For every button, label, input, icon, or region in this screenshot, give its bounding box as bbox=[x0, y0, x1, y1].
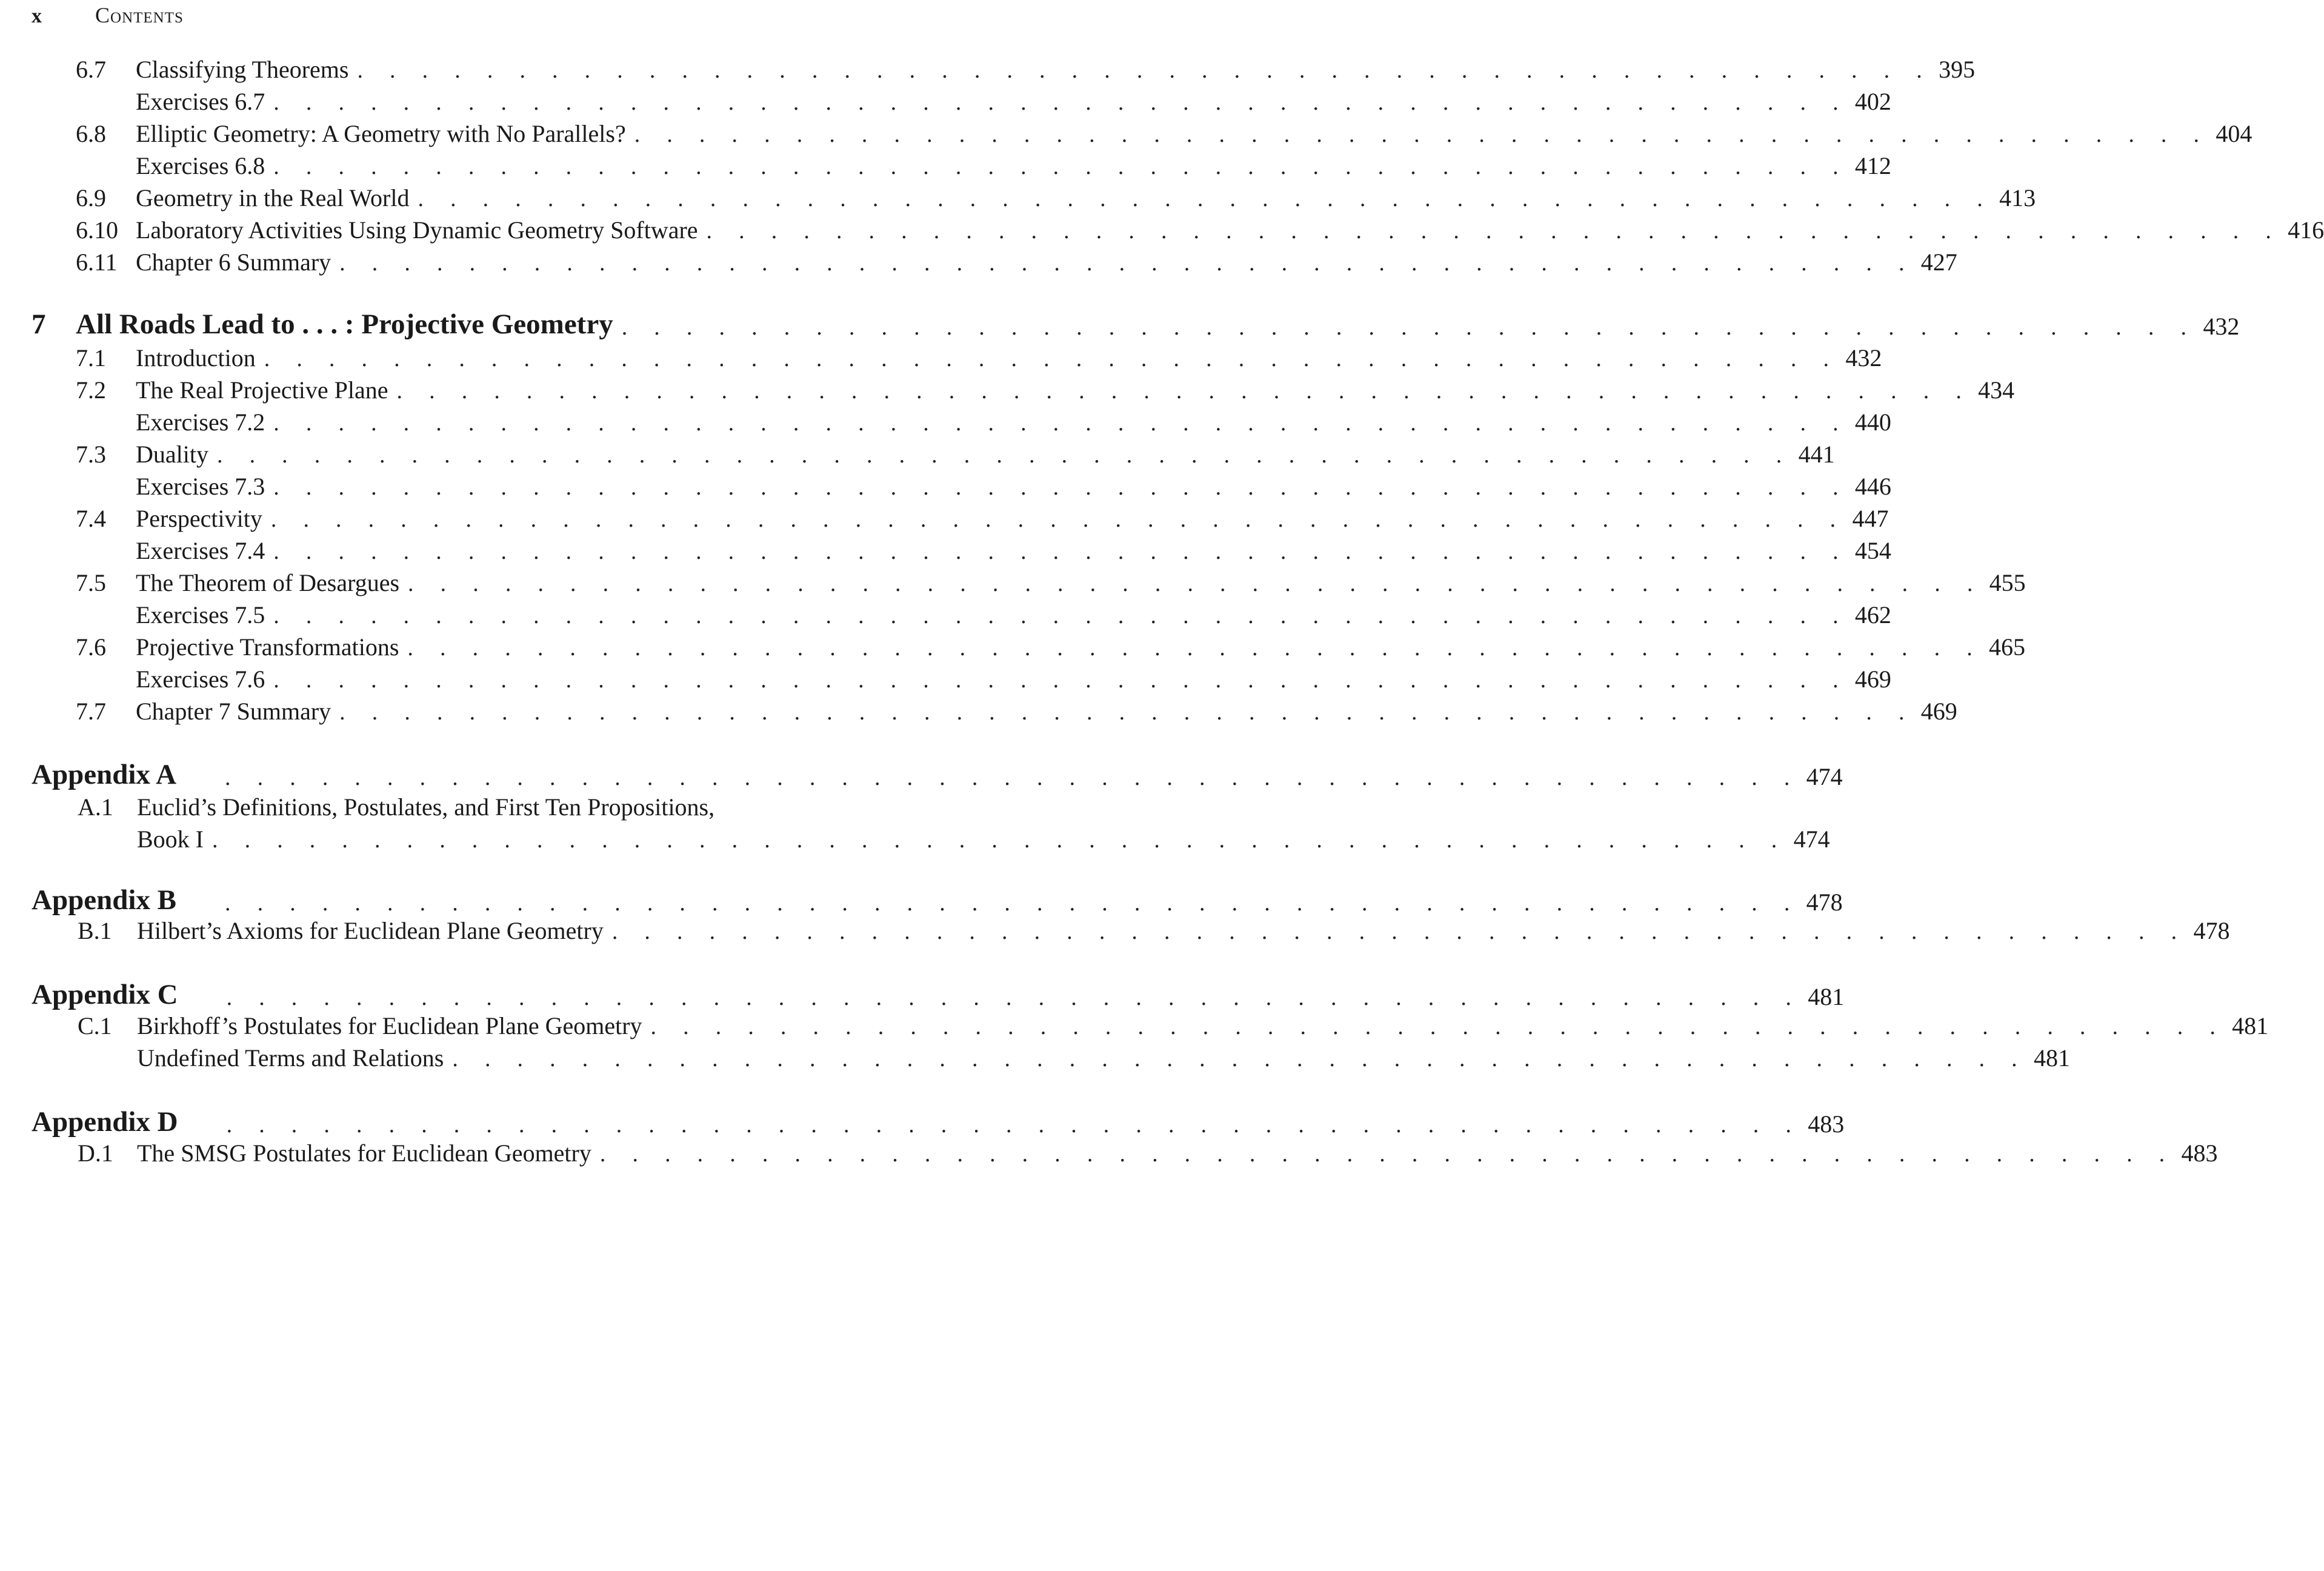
entry-title: Exercises 7.5 bbox=[136, 601, 265, 629]
appendix-title: Appendix A bbox=[32, 759, 177, 790]
entry-number: C.1 bbox=[78, 1012, 112, 1039]
header-page-number: x bbox=[32, 5, 42, 27]
entry-title: Hilbert’s Axioms for Euclidean Plane Geometry bbox=[137, 917, 604, 944]
entry-title: Exercises 6.7 bbox=[136, 88, 265, 115]
entry-title: Exercises 7.3 bbox=[136, 473, 265, 500]
toc-entry[interactable] bbox=[0, 565, 2026, 597]
dot-leader: . . . . . . . . . . . . . . . . . . . . . . . . . . . . . . . . . . . . . . . . . . . . . . . . . bbox=[339, 250, 1915, 276]
entry-title: Euclid’s Definitions, Postulates, and First Ten Propositions, bbox=[137, 793, 715, 821]
entry-page: 440 bbox=[1854, 409, 1891, 436]
entry-page: 481 bbox=[2232, 1012, 2269, 1039]
toc-entry[interactable] bbox=[0, 913, 2230, 945]
toc-entry[interactable] bbox=[0, 469, 1891, 501]
dot-leader: . . . . . . . . . . . . . . . . . . . . . . . . . . . . . . . . . . . . . . . . . . . . . . . . . bbox=[418, 186, 1994, 212]
entry-title: Birkhoff’s Postulates for Euclidean Plane Geometry bbox=[137, 1012, 642, 1039]
toc-appendix-entry[interactable] bbox=[0, 975, 1845, 1011]
entry-title: Perspectivity bbox=[136, 505, 262, 532]
entry-page: 446 bbox=[1854, 473, 1891, 500]
entry-page: 469 bbox=[1920, 698, 1957, 725]
toc-entry[interactable] bbox=[0, 501, 1889, 533]
toc-entry[interactable] bbox=[0, 245, 1957, 276]
toc-entry[interactable] bbox=[0, 1009, 2269, 1040]
appendix-title: Appendix D bbox=[32, 1106, 178, 1138]
entry-page: 478 bbox=[2193, 917, 2230, 944]
chapter-title: All Roads Lead to . . . : Projective Geometry bbox=[76, 309, 613, 340]
entry-title: Laboratory Activities Using Dynamic Geometry Software bbox=[136, 216, 698, 244]
entry-page: 427 bbox=[1920, 248, 1957, 276]
dot-leader: . . . . . . . . . . . . . . . . . . . . . . . . . . . . . . . . . . . . . . . . . . . . . . . . . bbox=[225, 765, 1800, 790]
dot-leader: . . . . . . . . . . . . . . . . . . . . . . . . . . . . . . . . . . . . . . . . . . . . . . . . . bbox=[226, 985, 1802, 1010]
entry-page: 395 bbox=[1939, 56, 1976, 83]
dot-leader: . . . . . . . . . . . . . . . . . . . . . . . . . . . . . . . . . . . . . . . . . . . . . . . . . bbox=[216, 442, 1793, 468]
dot-leader: . . . . . . . . . . . . . . . . . . . . . . . . . . . . . . . . . . . . . . . . . . . . . . . . . bbox=[634, 122, 2210, 147]
entry-title: Introduction bbox=[136, 344, 256, 372]
entry-title: Undefined Terms and Relations bbox=[137, 1044, 444, 1072]
entry-number: 7.5 bbox=[76, 569, 106, 596]
toc-entry[interactable] bbox=[0, 341, 1882, 372]
entry-number: 7.6 bbox=[76, 633, 106, 661]
toc-entry[interactable] bbox=[0, 790, 873, 821]
dot-leader: . . . . . . . . . . . . . . . . . . . . . . . . . . . . . . . . . . . . . . . . . . . . . . . . . bbox=[273, 410, 1849, 436]
entry-page: 483 bbox=[2181, 1139, 2218, 1167]
entry-page: 416 bbox=[2288, 216, 2324, 244]
entry-page: 402 bbox=[1854, 88, 1891, 115]
entry-page: 474 bbox=[1793, 826, 1830, 853]
entry-page: 434 bbox=[1978, 376, 2015, 404]
toc-appendix-entry[interactable] bbox=[0, 880, 1843, 916]
entry-number: 6.8 bbox=[76, 120, 106, 147]
entry-page: 474 bbox=[1806, 763, 1843, 790]
toc-entry[interactable] bbox=[0, 213, 2324, 244]
entry-page: 462 bbox=[1854, 601, 1891, 629]
entry-number: 6.7 bbox=[76, 56, 106, 83]
entry-title: The Real Projective Plane bbox=[136, 376, 388, 404]
entry-number: A.1 bbox=[78, 793, 113, 821]
toc-entry[interactable] bbox=[0, 598, 1891, 629]
entry-page: 465 bbox=[1989, 633, 2026, 661]
entry-page: 447 bbox=[1852, 505, 1889, 532]
entry-title: Chapter 7 Summary bbox=[136, 698, 331, 725]
toc-entry[interactable] bbox=[0, 694, 1957, 725]
entry-page: 483 bbox=[1808, 1110, 1845, 1138]
dot-leader: . . . . . . . . . . . . . . . . . . . . . . . . . . . . . . . . . . . . . . . . . . . . . . . . . bbox=[273, 154, 1849, 179]
toc-entry[interactable] bbox=[0, 373, 2015, 404]
toc-entry[interactable] bbox=[0, 662, 1891, 693]
dot-leader: . . . . . . . . . . . . . . . . . . . . . . . . . . . . . . . . . . . . . . . . . . . . . . . . . bbox=[339, 699, 1915, 725]
entry-title: Book I bbox=[137, 826, 204, 853]
toc-entry[interactable] bbox=[0, 533, 1891, 565]
dot-leader: . . . . . . . . . . . . . . . . . . . . . . . . . . . . . . . . . . . . . . . . . . . . . . . . . bbox=[270, 507, 1846, 532]
dot-leader: . . . . . . . . . . . . . . . . . . . . . . . . . . . . . . . . . . . . . . . . . . . . . . . . . bbox=[650, 1014, 2226, 1039]
dot-leader: . . . . . . . . . . . . . . . . . . . . . . . . . . . . . . . . . . . . . . . . . . . . . . . . . bbox=[452, 1046, 2028, 1072]
entry-title: Duality bbox=[136, 441, 208, 468]
toc-appendix-entry[interactable] bbox=[0, 1102, 1845, 1138]
entry-number: B.1 bbox=[78, 917, 112, 944]
entry-number: 7.4 bbox=[76, 505, 106, 532]
entry-title: Geometry in the Real World bbox=[136, 184, 410, 212]
dot-leader: . . . . . . . . . . . . . . . . . . . . . . . . . . . . . . . . . . . . . . . . . . . . . . . . . bbox=[273, 667, 1849, 693]
entry-title: The SMSG Postulates for Euclidean Geometry bbox=[137, 1139, 591, 1167]
entry-title: Exercises 7.4 bbox=[136, 537, 265, 564]
toc-entry[interactable] bbox=[0, 52, 1976, 84]
header-running-title: Contents bbox=[95, 3, 184, 27]
dot-leader: . . . . . . . . . . . . . . . . . . . . . . . . . . . . . . . . . . . . . . . . . . . . . . . . . bbox=[706, 218, 2282, 244]
toc-entry[interactable] bbox=[0, 822, 1830, 853]
toc-entry[interactable] bbox=[0, 1136, 2218, 1167]
entry-number: 6.9 bbox=[76, 184, 106, 212]
dot-leader: . . . . . . . . . . . . . . . . . . . . . . . . . . . . . . . . . . . . . . . . . . . . . . . . . bbox=[273, 90, 1849, 115]
dot-leader: . . . . . . . . . . . . . . . . . . . . . . . . . . . . . . . . . . . . . . . . . . . . . . . . . bbox=[273, 475, 1849, 500]
toc-entry[interactable] bbox=[0, 437, 1835, 469]
dot-leader: . . . . . . . . . . . . . . . . . . . . . . . . . . . . . . . . . . . . . . . . . . . . . . . . . bbox=[408, 571, 1983, 596]
entry-number: 7.2 bbox=[76, 376, 106, 404]
entry-title: Projective Transformations bbox=[136, 633, 399, 661]
appendix-title: Appendix C bbox=[32, 979, 178, 1010]
entry-page: 412 bbox=[1854, 152, 1891, 179]
running-header bbox=[32, 2, 184, 27]
toc-entry[interactable] bbox=[0, 405, 1891, 436]
entry-title: Exercises 7.6 bbox=[136, 665, 265, 693]
dot-leader: . . . . . . . . . . . . . . . . . . . . . . . . . . . . . . . . . . . . . . . . . . . . . . . . . bbox=[273, 539, 1849, 564]
entry-page: 441 bbox=[1798, 441, 1835, 468]
entry-page: 481 bbox=[2033, 1044, 2070, 1072]
dot-leader: . . . . . . . . . . . . . . . . . . . . . . . . . . . . . . . . . . . . . . . . . . . . . . . . . bbox=[611, 919, 2188, 944]
dot-leader: . . . . . . . . . . . . . . . . . . . . . . . . . . . . . . . . . . . . . . . . . . . . . . . . . bbox=[264, 346, 1840, 372]
entry-title: Classifying Theorems bbox=[136, 56, 349, 83]
entry-number: 6.10 bbox=[76, 216, 118, 244]
entry-page: 454 bbox=[1854, 537, 1891, 564]
toc-entry[interactable] bbox=[0, 630, 2026, 661]
entry-page: 432 bbox=[1845, 344, 1882, 372]
dot-leader: . . . . . . . . . . . . . . . . . . . . . . . . . . . . . . . . . . . . . . . . . . . . . . . . . bbox=[212, 827, 1788, 853]
toc-entry[interactable] bbox=[0, 84, 1891, 116]
dot-leader: . . . . . . . . . . . . . . . . . . . . . . . . . . . . . . . . . . . . . . . . . . . . . . . . . bbox=[273, 603, 1849, 629]
entry-page: 469 bbox=[1854, 665, 1891, 693]
dot-leader: . . . . . . . . . . . . . . . . . . . . . . . . . . . . . . . . . . . . . . . . . . . . . . . . . bbox=[621, 315, 2197, 340]
toc-entry[interactable] bbox=[0, 1041, 2070, 1072]
entry-number: 7.1 bbox=[76, 344, 106, 372]
entry-number: 7.7 bbox=[76, 698, 106, 725]
entry-page: 413 bbox=[1999, 184, 2036, 212]
dot-leader: . . . . . . . . . . . . . . . . . . . . . . . . . . . . . . . . . . . . . . . . . . . . . . . . . bbox=[226, 1112, 1802, 1138]
entry-page: 404 bbox=[2216, 120, 2252, 147]
entry-title: Chapter 6 Summary bbox=[136, 248, 331, 276]
toc-entry[interactable] bbox=[0, 181, 2036, 212]
entry-page: 481 bbox=[1808, 983, 1845, 1010]
entry-number: D.1 bbox=[78, 1139, 113, 1167]
dot-leader: . . . . . . . . . . . . . . . . . . . . . . . . . . . . . . . . . . . . . . . . . . . . . . . . . bbox=[599, 1141, 2176, 1167]
dot-leader: . . . . . . . . . . . . . . . . . . . . . . . . . . . . . . . . . . . . . . . . . . . . . . . . . bbox=[396, 378, 1973, 404]
appendix-title: Appendix B bbox=[32, 884, 177, 916]
toc-entry[interactable] bbox=[0, 148, 1891, 180]
chapter-number: 7 bbox=[32, 309, 46, 340]
toc-chapter-entry[interactable] bbox=[0, 304, 2240, 341]
entry-title: Exercises 7.2 bbox=[136, 409, 265, 436]
entry-page: 478 bbox=[1806, 889, 1843, 916]
dot-leader: . . . . . . . . . . . . . . . . . . . . . . . . . . . . . . . . . . . . . . . . . . . . . . . . . bbox=[407, 635, 1983, 661]
entry-title: The Theorem of Desargues bbox=[136, 569, 400, 596]
entry-title: Elliptic Geometry: A Geometry with No Parallels? bbox=[136, 120, 626, 147]
dot-leader: . . . . . . . . . . . . . . . . . . . . . . . . . . . . . . . . . . . . . . . . . . . . . . . . . bbox=[357, 58, 1933, 83]
entry-title: Exercises 6.8 bbox=[136, 152, 265, 179]
entry-number: 7.3 bbox=[76, 441, 106, 468]
dot-leader: . . . . . . . . . . . . . . . . . . . . . . . . . . . . . . . . . . . . . . . . . . . . . . . . . bbox=[225, 890, 1800, 916]
entry-page: 432 bbox=[2203, 313, 2240, 340]
toc-appendix-entry[interactable] bbox=[0, 755, 1843, 791]
entry-page: 455 bbox=[1989, 569, 2026, 596]
entry-number: 6.11 bbox=[76, 248, 118, 276]
toc-entry[interactable] bbox=[0, 116, 2252, 148]
